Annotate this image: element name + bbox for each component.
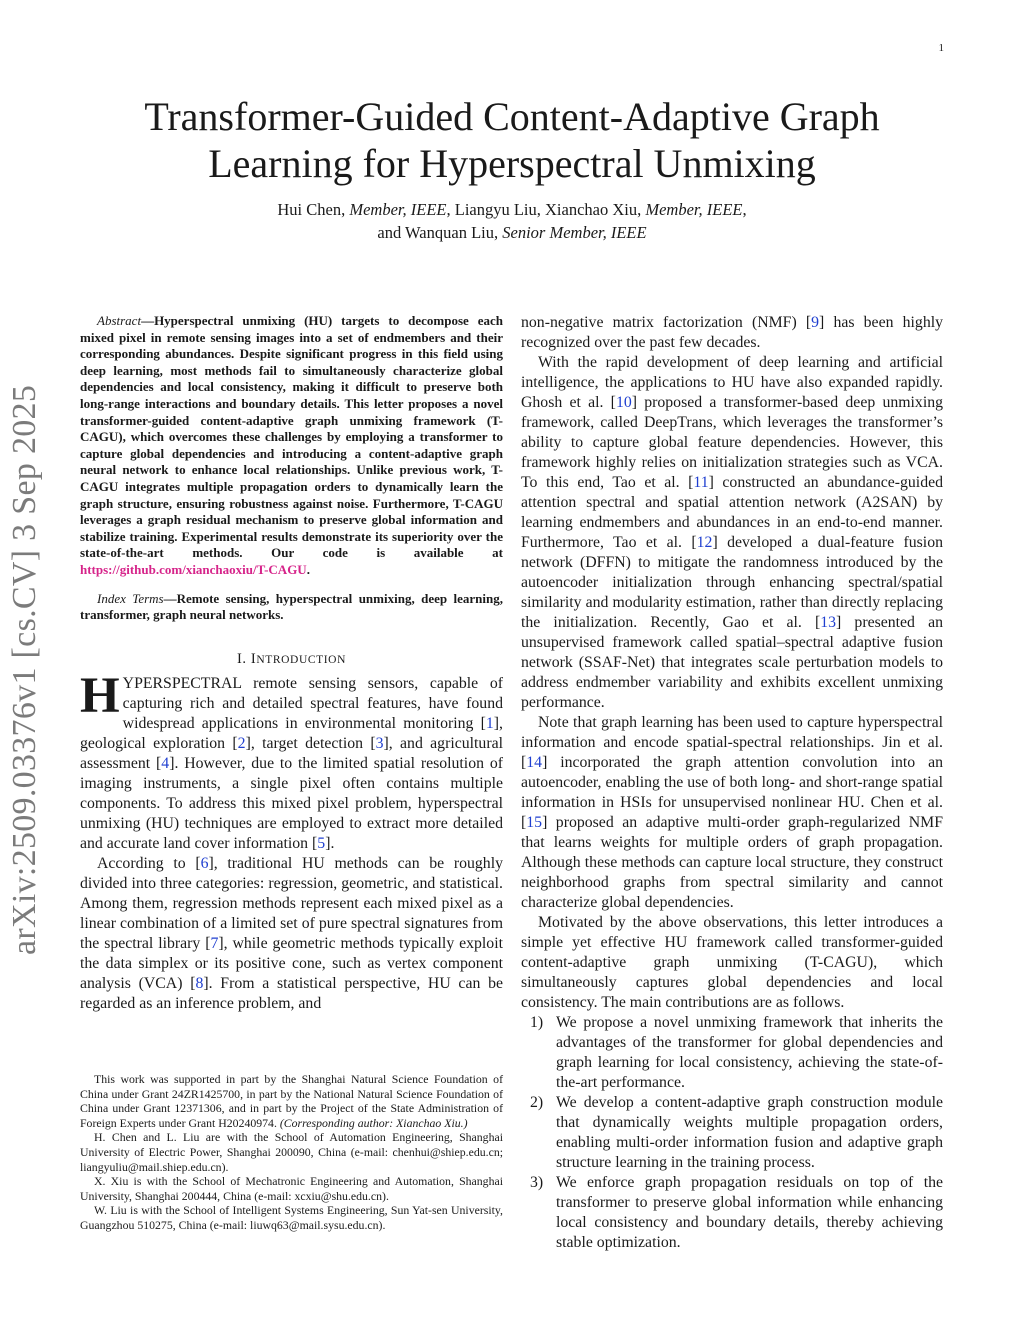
citation-link[interactable]: 6 [200, 854, 209, 872]
index-terms-label: Index Terms [97, 590, 164, 606]
intro-text: According to [ [97, 854, 201, 872]
author-1-role: Member, IEEE [349, 200, 447, 219]
intro-text: YPERSPECTRAL remote sensing sensors, capable of capturing rich and detailed spectral features, have found widespread applications in environmental monitoring [ [122, 674, 503, 732]
intro-text: ], traditional HU methods can be roughly divided into three categories: regression, geometric, and statistical. Among them, regression methods represent each mixed pixel as a linear combination of a limited set of pure spectral signatures from the spectral library [ [80, 854, 503, 952]
body-text: ] presented an unsupervised framework called spatial–spectral adaptive fusion network (SSAF-Net) that integrates scale perturbation models to address endmember variability and exhibits excellent unmixing performance. [521, 614, 943, 711]
body-text: ] has been highly recognized over the past few decades. [521, 314, 943, 351]
citation-link[interactable]: 10 [615, 394, 632, 411]
footnote-text: This work was supported in part by the Shanghai Natural Science Foundation of China under Grant 24ZR1425700, in part by the National Natural Science Foundation of China under Grant 12371306, and in part by the Project of the State Administration of Foreign Experts under Grant H20240974. [80, 1072, 503, 1130]
section-heading-introduction [80, 651, 503, 668]
body-text: ] proposed a transformer-based deep unmixing framework, called DeepTrans, which leverages the transformer’s ability to capture global feature dependencies. However, this framework highly relies on initialization strategies such as VCA. To this end, Tao et al. [ [521, 394, 944, 491]
title-line-2: Learning for Hyperspectral Unmixing [208, 141, 816, 186]
citation-link[interactable]: 2 [237, 734, 246, 752]
citation-link[interactable]: 4 [161, 754, 170, 772]
intro-text: ], while geometric methods typically exploit the data simplex or its positive cone, such as vertex component analysis (VCA) [ [80, 934, 503, 992]
citation-link[interactable]: 14 [526, 754, 543, 771]
author-separator: , [742, 200, 747, 219]
body-text: ] developed a dual-feature fusion network (DFFN) to mitigate the randomness introduced by the autoencoder initialization through enhancing spectral/spatial similarity and modularity estimation, rather than directly replacing the initialization. Recently, Gao et al. [ [521, 534, 943, 631]
author-4-role: Senior Member, IEEE [502, 223, 647, 242]
introduction-body [80, 667, 503, 1014]
footnotes [80, 1072, 503, 1233]
left-column [80, 313, 503, 1014]
intro-text: ], geological exploration [ [80, 714, 503, 752]
footnote-affiliation-xiu: X. Xiu is with the School of Mechatronic Engineering and Automation, Shanghai University, Shanghai 200444, China (e-mail: xcxiu@shu.edu.cn). [80, 1174, 503, 1203]
citation-link[interactable]: 7 [210, 934, 219, 952]
section-numeral: I. [237, 650, 251, 667]
list-item-text: We enforce graph propagation residuals on top of the transformer to preserve global information while enhancing local consistency and boundary details, thereby achieving stable optimization. [556, 1174, 943, 1251]
body-text: ] constructed an abundance-guided attention spectral and spatial attention network (A2SAN) by learning endmembers and abundances in an end-to-end manner. Furthermore, Tao et al. [ [521, 474, 943, 551]
intro-text: ], target detection [ [245, 734, 376, 752]
body-text: non-negative matrix factorization (NMF) [ [521, 314, 812, 331]
citation-link[interactable]: 1 [485, 714, 494, 732]
contributions-list [521, 1013, 943, 1253]
intro-text: ], and agricultural assessment [ [80, 734, 503, 772]
arxiv-identifier-stamp: arXiv:2509.03376v1 [cs.CV] 3 Sep 2025 [6, 384, 43, 955]
abstract-paragraph [80, 313, 503, 579]
body-text: ] incorporated the graph attention convolution into an autoencoder, enabling the use of both long- and short-range spatial information in HSIs for unsupervised nonlinear HU. Chen et al. [ [521, 754, 943, 831]
list-item-number: 2) [530, 1094, 544, 1111]
page-number: 1 [938, 42, 944, 54]
section-title-initial: I [250, 650, 257, 667]
body-text: With the rapid development of deep learning and artificial intelligence, the applications to HU have also expanded rapidly. Ghosh et al. [ [521, 354, 943, 411]
list-item-number: 1) [530, 1014, 544, 1031]
intro-text: ]. [325, 834, 335, 852]
right-paragraph-0 [521, 313, 943, 353]
citation-link[interactable]: 3 [375, 734, 384, 752]
intro-text: ]. From a statistical perspective, HU can be regarded as an inference problem, and [80, 974, 503, 1012]
index-terms-text: —Remote sensing, hyperspectral unmixing, deep learning, transformer, graph neural networks. [80, 590, 503, 623]
author-1: Hui Chen, [277, 200, 350, 219]
right-column [521, 313, 943, 1253]
title-line-1: Transformer-Guided Content-Adaptive Graph [144, 94, 880, 139]
drop-cap: H [80, 667, 120, 724]
citation-link[interactable]: 5 [317, 834, 326, 852]
footnote-affiliation-chen-liu: H. Chen and L. Liu are with the School of Automation Engineering, Shanghai University of Electric Power, Shanghai 200090, China (e-mail: chenhui@shiep.edu.cn; liangyuliu@mail.shiep.edu.cn). [80, 1130, 503, 1174]
intro-text: ]. However, due to the limited spatial resolution of imaging instruments, a single pixel often contains multiple components. To address this mixed pixel problem, hyperspectral unmixing (HU) techniques are employed to extract more detailed and accurate land cover information [ [80, 754, 503, 852]
abstract-label: Abstract [97, 313, 142, 328]
code-repository-link[interactable]: https://github.com/xianchaoxiu/T-CAGU [80, 561, 307, 577]
citation-link[interactable]: 12 [696, 534, 713, 551]
author-3-role: Member, IEEE [645, 200, 743, 219]
citation-link[interactable]: 8 [195, 974, 204, 992]
body-text: Note that graph learning has been used to capture hyperspectral information and encode spatial-spectral relationships. Jin et al. [ [521, 714, 943, 771]
citation-link[interactable]: 13 [820, 614, 837, 631]
right-paragraph-3: Motivated by the above observations, this letter introduces a simple yet effective HU framework called transformer-guided content-adaptive graph unmixing (T-CAGU), which simultaneously captures global dependencies and local consistency. The main contributions are as follows. [521, 914, 943, 1011]
list-item-text: We develop a content-adaptive graph construction module that dynamically weights multiple propagation orders, enabling multi-order information fusion and adaptive graph structure learning in the training process. [556, 1094, 943, 1171]
list-item [521, 1013, 943, 1093]
footnote-affiliation-wliu: W. Liu is with the School of Intelligent Systems Engineering, Sun Yat-sen University, Guangzhou 510275, China (e-mail: liuwq63@mail.sysu.edu.cn). [80, 1203, 503, 1232]
corresponding-author-note: (Corresponding author: Xianchao Xiu.) [279, 1115, 468, 1130]
body-text: ] proposed an adaptive multi-order graph-regularized NMF that learns weights for multiple orders of graph propagation. Although these methods can capture local structure, they construct neighborhood graphs from spectral similarity and cannot characterize global dependencies. [521, 814, 943, 911]
list-item-number: 3) [530, 1174, 544, 1191]
list-item-text: We propose a novel unmixing framework that inherits the advantages of the transformer for global dependencies and graph learning for local consistency, achieving the state-of-the-art performance. [556, 1014, 943, 1091]
intro-paragraph-2 [80, 854, 503, 1014]
citation-link[interactable]: 11 [693, 474, 709, 491]
abstract-text: —Hyperspectral unmixing (HU) targets to decompose each mixed pixel in remote sensing images into a set of endmembers and their corresponding abundances. Despite significant progress in this field using deep learning, most methods fail to simultaneously characterize global dependencies and local consistency, making it difficult to preserve both long-range interactions and boundary details. This letter proposes a novel transformer-guided content-adaptive graph unmixing framework (T-CAGU), which overcomes these challenges by employing a transformer to capture global dependencies and introducing a content-adaptive graph neural network to enhance local relationships. Unlike previous work, T-CAGU integrates multiple propagation orders to dynamically learn the graph structure, ensuring robustness against noise. Furthermore, T-CAGU leverages a graph residual mechanism to preserve global information and stabilize training. Experimental results demonstrate its superiority over the state-of-the-art methods. Our code is available at [80, 313, 503, 561]
index-terms-paragraph [80, 591, 503, 624]
list-item [521, 1093, 943, 1173]
paper-title [80, 93, 944, 187]
list-item [521, 1173, 943, 1253]
right-paragraph-1 [521, 353, 943, 713]
author-list [80, 198, 944, 244]
intro-paragraph-1 [80, 667, 503, 854]
citation-link[interactable]: 15 [526, 814, 543, 831]
abstract-block [80, 313, 503, 624]
section-title-rest: NTRODUCTION [256, 653, 346, 666]
citation-link[interactable]: 9 [811, 314, 820, 331]
right-paragraph-2 [521, 713, 943, 913]
abstract-end: . [306, 561, 310, 577]
author-4: and Wanquan Liu, [377, 223, 503, 242]
footnote-funding [80, 1072, 503, 1130]
author-2-3: , Liangyu Liu, Xianchao Xiu, [446, 200, 646, 219]
